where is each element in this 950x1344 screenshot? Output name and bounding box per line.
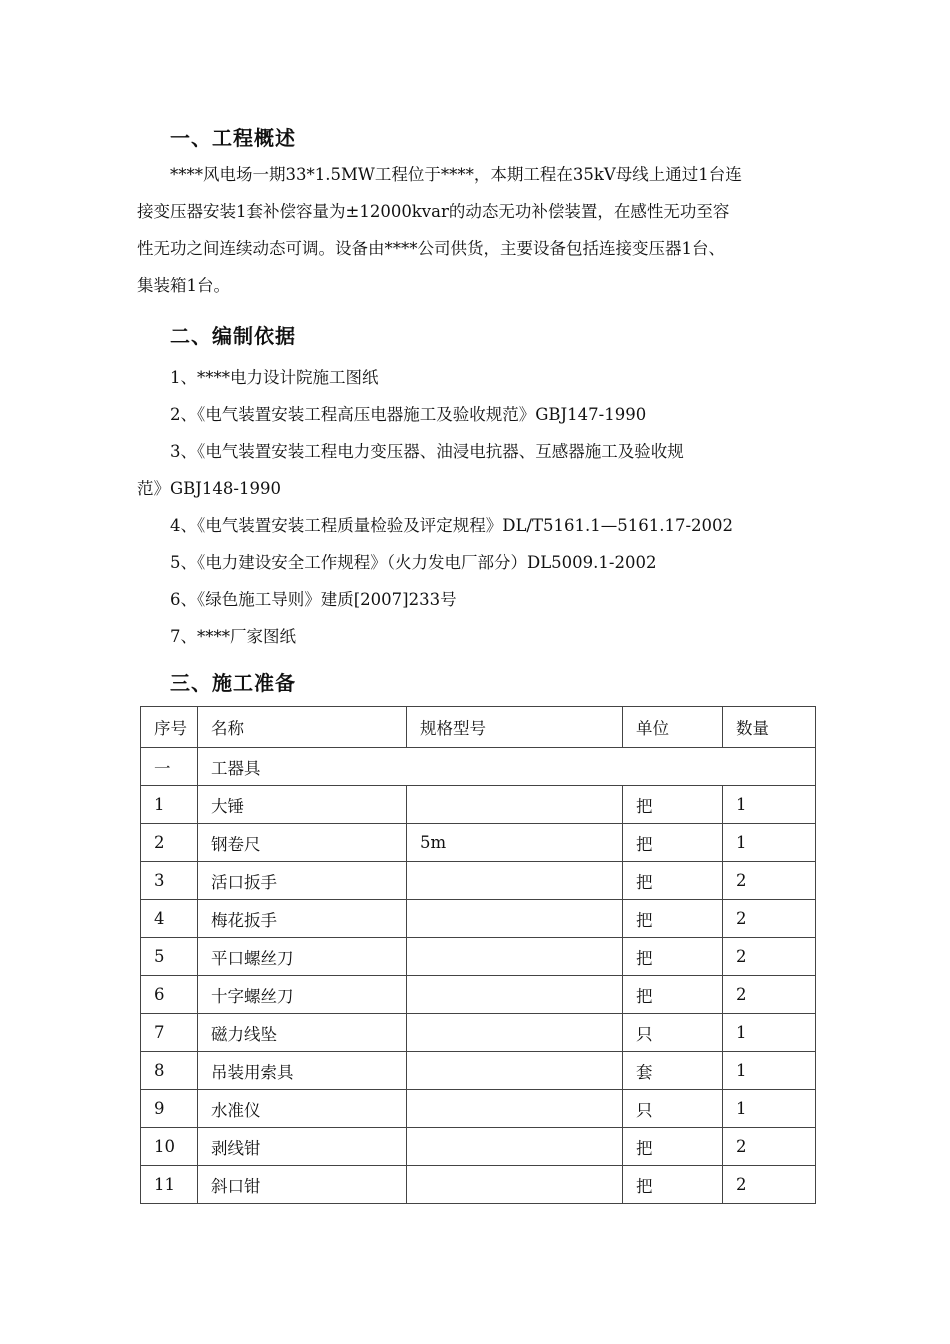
cell-quantity: 2 bbox=[723, 862, 816, 900]
table-row bbox=[141, 1014, 816, 1052]
cell-index: 10 bbox=[141, 1128, 198, 1166]
reference-item: 5、《电力建设安全工作规程》（火力发电厂部分）DL5009.1-2002 bbox=[170, 553, 657, 572]
reference-item: 3、《电气装置安装工程电力变压器、油浸电抗器、互感器施工及验收规 bbox=[170, 442, 684, 461]
cell-index: 5 bbox=[141, 938, 198, 976]
cell-name: 平口螺丝刀 bbox=[198, 938, 407, 976]
cell-name: 大锤 bbox=[198, 786, 407, 824]
table-row bbox=[141, 824, 816, 862]
overview-line: ****风电场一期33*1.5MW工程位于****，本期工程在35kV母线上通过1台连 bbox=[170, 165, 742, 184]
section-heading-overview: 一、工程概述 bbox=[170, 126, 296, 150]
reference-item: 1、****电力设计院施工图纸 bbox=[170, 368, 379, 387]
cell-spec bbox=[407, 976, 623, 1014]
cell-name: 剥线钳 bbox=[198, 1128, 407, 1166]
cell-index: 1 bbox=[141, 786, 198, 824]
cell-spec bbox=[407, 1166, 623, 1204]
cell-unit: 把 bbox=[623, 1128, 723, 1166]
cell-quantity: 1 bbox=[723, 824, 816, 862]
cell-unit: 把 bbox=[623, 900, 723, 938]
overview-paragraph bbox=[137, 156, 822, 304]
cell-name: 吊装用索具 bbox=[198, 1052, 407, 1090]
cell-index: 2 bbox=[141, 824, 198, 862]
overview-line: 集装箱1台。 bbox=[137, 276, 230, 295]
cell-name: 活口扳手 bbox=[198, 862, 407, 900]
cell-index: 7 bbox=[141, 1014, 198, 1052]
cell-spec bbox=[407, 862, 623, 900]
cell-index: 8 bbox=[141, 1052, 198, 1090]
cell-index: 11 bbox=[141, 1166, 198, 1204]
group-index: 一 bbox=[141, 748, 198, 786]
cell-name: 磁力线坠 bbox=[198, 1014, 407, 1052]
group-label: 工器具 bbox=[198, 748, 816, 786]
table-row bbox=[141, 1128, 816, 1166]
header-quantity: 数量 bbox=[723, 707, 816, 748]
cell-unit: 只 bbox=[623, 1014, 723, 1052]
overview-line: 接变压器安装1套补偿容量为±12000kvar的动态无功补偿装置，在感性无功至容 bbox=[137, 202, 730, 221]
table-row bbox=[141, 1166, 816, 1204]
cell-index: 9 bbox=[141, 1090, 198, 1128]
section-heading-preparation: 三、施工准备 bbox=[170, 671, 296, 695]
table-row bbox=[141, 900, 816, 938]
cell-name: 水准仪 bbox=[198, 1090, 407, 1128]
cell-quantity: 2 bbox=[723, 1166, 816, 1204]
cell-name: 梅花扳手 bbox=[198, 900, 407, 938]
table-row bbox=[141, 976, 816, 1014]
cell-unit: 把 bbox=[623, 862, 723, 900]
header-index: 序号 bbox=[141, 707, 198, 748]
header-name: 名称 bbox=[198, 707, 407, 748]
cell-name: 斜口钳 bbox=[198, 1166, 407, 1204]
reference-item: 4、《电气装置安装工程质量检验及评定规程》DL/T5161.1—5161.17-2002 bbox=[170, 516, 734, 535]
cell-index: 4 bbox=[141, 900, 198, 938]
reference-item: 6、《绿色施工导则》建质[2007]233号 bbox=[170, 590, 457, 609]
cell-unit: 把 bbox=[623, 938, 723, 976]
header-unit: 单位 bbox=[623, 707, 723, 748]
overview-line: 性无功之间连续动态可调。设备由****公司供货，主要设备包括连接变压器1台、 bbox=[137, 239, 725, 258]
table-header-row bbox=[141, 707, 816, 748]
header-spec: 规格型号 bbox=[407, 707, 623, 748]
cell-quantity: 1 bbox=[723, 786, 816, 824]
cell-index: 3 bbox=[141, 862, 198, 900]
cell-quantity: 2 bbox=[723, 938, 816, 976]
cell-spec bbox=[407, 938, 623, 976]
cell-quantity: 1 bbox=[723, 1052, 816, 1090]
reference-item-continuation: 范》GBJ148-1990 bbox=[137, 479, 281, 498]
cell-spec bbox=[407, 900, 623, 938]
cell-quantity: 1 bbox=[723, 1014, 816, 1052]
table-row bbox=[141, 862, 816, 900]
cell-spec bbox=[407, 1052, 623, 1090]
cell-name: 十字螺丝刀 bbox=[198, 976, 407, 1014]
table-row bbox=[141, 786, 816, 824]
cell-index: 6 bbox=[141, 976, 198, 1014]
cell-spec bbox=[407, 1014, 623, 1052]
cell-unit: 把 bbox=[623, 824, 723, 862]
reference-item: 2、《电气装置安装工程高压电器施工及验收规范》GBJ147-1990 bbox=[170, 405, 647, 424]
cell-quantity: 2 bbox=[723, 976, 816, 1014]
cell-unit: 把 bbox=[623, 976, 723, 1014]
cell-quantity: 2 bbox=[723, 1128, 816, 1166]
table-row bbox=[141, 1090, 816, 1128]
cell-spec bbox=[407, 1128, 623, 1166]
table-row bbox=[141, 1052, 816, 1090]
cell-spec: 5m bbox=[407, 824, 623, 862]
table-group-row bbox=[141, 748, 816, 786]
cell-spec bbox=[407, 786, 623, 824]
tools-table bbox=[140, 706, 816, 1204]
cell-name: 钢卷尺 bbox=[198, 824, 407, 862]
section-heading-basis: 二、编制依据 bbox=[170, 324, 296, 348]
cell-spec bbox=[407, 1090, 623, 1128]
cell-unit: 把 bbox=[623, 1166, 723, 1204]
cell-quantity: 1 bbox=[723, 1090, 816, 1128]
cell-unit: 把 bbox=[623, 786, 723, 824]
reference-item: 7、****厂家图纸 bbox=[170, 627, 296, 646]
cell-unit: 套 bbox=[623, 1052, 723, 1090]
table-row bbox=[141, 938, 816, 976]
cell-quantity: 2 bbox=[723, 900, 816, 938]
cell-unit: 只 bbox=[623, 1090, 723, 1128]
